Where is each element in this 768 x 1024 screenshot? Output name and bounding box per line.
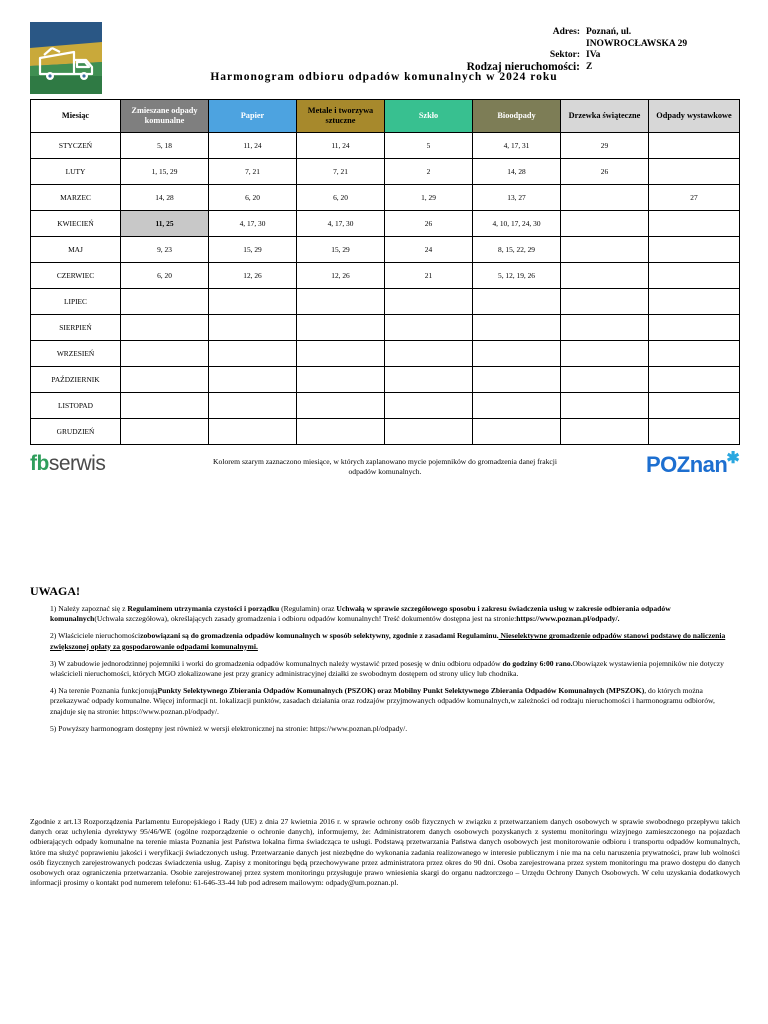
table-row: [31, 393, 740, 419]
cell-bulky-waste: [649, 133, 740, 159]
uwaga-heading: UWAGA!: [30, 584, 80, 598]
cell-mixed: 1, 15, 29: [121, 159, 209, 185]
cell-glass: 24: [385, 237, 473, 263]
cell-bulky-waste: [649, 211, 740, 237]
cell-paper: 11, 24: [209, 133, 297, 159]
cell-bio: [473, 393, 561, 419]
cell-christmas-trees: [561, 393, 649, 419]
poznan-logo: [646, 452, 740, 478]
cell-month: MAJ: [31, 237, 121, 263]
poznan-logo-text: POZnan: [646, 452, 728, 477]
cell-bulky-waste: [649, 159, 740, 185]
cell-mixed: 14, 28: [121, 185, 209, 211]
sector-value: IVa: [586, 50, 601, 60]
cell-christmas-trees: 29: [561, 133, 649, 159]
table-row: [31, 159, 740, 185]
col-header-month: Miesiąc: [31, 100, 121, 133]
p2-text: 2) Właściciele nieruchomości: [50, 631, 141, 641]
cell-christmas-trees: [561, 315, 649, 341]
cell-month: SIERPIEŃ: [31, 315, 121, 341]
p4-bold: Punkty Selektywnego Zbierania Odpadów Komunalnych (PSZOK) oraz Mobilny Punkt Selektywnego Zbierania Odpadów Komunalnych (MPSZOK): [157, 686, 645, 696]
sector-row: [380, 50, 710, 62]
cell-mixed: 9, 23: [121, 237, 209, 263]
fbserwis-logo-prefix: fb: [30, 452, 49, 475]
cell-glass: [385, 419, 473, 445]
address-block: [380, 27, 710, 73]
table-row: [31, 185, 740, 211]
cell-month: PAŹDZIERNIK: [31, 367, 121, 393]
col-header-bulky-waste: Odpady wystawkowe: [649, 100, 740, 133]
cell-metal-plastic: 4, 17, 30: [297, 211, 385, 237]
cell-metal-plastic: [297, 289, 385, 315]
table-row: [31, 289, 740, 315]
cell-christmas-trees: [561, 211, 649, 237]
cell-glass: [385, 393, 473, 419]
cell-bulky-waste: [649, 237, 740, 263]
cell-bio: 14, 28: [473, 159, 561, 185]
table-row: [31, 367, 740, 393]
cell-metal-plastic: [297, 419, 385, 445]
cell-paper: 15, 29: [209, 237, 297, 263]
cell-bulky-waste: [649, 393, 740, 419]
cell-mixed: [121, 315, 209, 341]
p1-regulamin: Regulaminem utrzymania czystości i porządku: [127, 604, 280, 613]
cell-paper: [209, 419, 297, 445]
page-title: Harmonogram odbioru odpadów komunalnych w 2024 roku: [210, 71, 558, 83]
cell-bio: [473, 315, 561, 341]
cell-mixed: [121, 341, 209, 367]
cell-glass: 2: [385, 159, 473, 185]
garbage-truck-logo-icon: [30, 22, 102, 94]
cell-month: WRZESIEŃ: [31, 341, 121, 367]
uwaga-point-4: [50, 686, 740, 717]
cell-paper: 7, 21: [209, 159, 297, 185]
cell-bulky-waste: [649, 263, 740, 289]
p2-underline: Nieselektywne gromadzenie odpadów stanowi podstawę do naliczenia zwiększonej opłaty za gospodarowanie odpadami komunalnymi.: [50, 631, 726, 651]
cell-bulky-waste: [649, 367, 740, 393]
schedule-table: [30, 99, 740, 445]
cell-christmas-trees: [561, 185, 649, 211]
cell-mixed: [121, 289, 209, 315]
cell-metal-plastic: [297, 367, 385, 393]
table-row: [31, 237, 740, 263]
p1-text: 1) Należy zapoznać się z: [50, 604, 128, 613]
table-row: [31, 419, 740, 445]
p4-text-2: , do których można przekazywać odpady komunalne. Więcej informacji nt. lokalizacji punktów, zasadach działania oraz rodzajów przyjmowanych odpadów komunalnych,w zależności od rodzaju nieruchomości i harmonogramu odbiorów, znajduje się na stronie: https://www.poznan.pl/odpady/.: [50, 686, 715, 716]
cell-glass: 5: [385, 133, 473, 159]
p3-text-2: Obowiązek wystawienia pojemników nie dotyczy właścicieli nieruchomości, których MGO zlokalizowane jest przy granicy administracyjnej działki ze swobodnym dostępem od strony ulicy lub chodnika.: [50, 658, 724, 679]
col-header-mixed: Zmieszane odpady komunalne: [121, 100, 209, 133]
cell-paper: [209, 315, 297, 341]
cell-glass: [385, 289, 473, 315]
table-row: [31, 133, 740, 159]
p3-bold: do godziny 6:00 rano.: [502, 658, 573, 668]
cell-mixed: 11, 25: [121, 211, 209, 237]
sector-label: Sektor:: [549, 50, 580, 60]
gray-legend-note: Kolorem szarym zaznaczono miesiące, w których zaplanowano mycie pojemników do gromadzenia danej frakcji odpadów komunalnych.: [213, 457, 557, 476]
cell-month: GRUDZIEŃ: [31, 419, 121, 445]
cell-metal-plastic: 7, 21: [297, 159, 385, 185]
property-value: Z: [586, 61, 593, 72]
cell-month: KWIECIEŃ: [31, 211, 121, 237]
table-row: [31, 263, 740, 289]
cell-bulky-waste: [649, 315, 740, 341]
cell-metal-plastic: [297, 393, 385, 419]
fbserwis-logo-suffix: serwis: [48, 452, 106, 475]
col-header-glass: Szkło: [385, 100, 473, 133]
cell-bulky-waste: [649, 419, 740, 445]
cell-metal-plastic: [297, 315, 385, 341]
cell-bio: [473, 419, 561, 445]
uwaga-point-2: [50, 631, 740, 651]
cell-metal-plastic: 6, 20: [297, 185, 385, 211]
uwaga-point-3: [50, 659, 740, 679]
p3-text: 3) W zabudowie jednorodzinnej pojemniki i worki do gromadzenia odpadów komunalnych należy wystawić przed posesję w dniu odbioru odpadów: [50, 658, 503, 668]
cell-month: LIPIEC: [31, 289, 121, 315]
p1-uchwala: Uchwałą w sprawie szczegółowego sposobu i zakresu świadczenia usług w zakresie odbierania odpadów komunalnych: [50, 604, 671, 624]
cell-bio: [473, 289, 561, 315]
col-header-christmas-trees: Drzewka świąteczne: [561, 100, 649, 133]
col-header-metal-plastic: Metale i tworzywa sztuczne: [297, 100, 385, 133]
cell-bio: 13, 27: [473, 185, 561, 211]
cell-paper: [209, 341, 297, 367]
uwaga-point-5: 5) Powyższy harmonogram dostępny jest również w wersji elektronicznej na stronie: https://www.poznan.pl/odpady/.: [50, 723, 408, 733]
cell-bulky-waste: 27: [649, 185, 740, 211]
col-header-bio: Bioodpady: [473, 100, 561, 133]
cell-glass: [385, 341, 473, 367]
table-header-row: [31, 100, 740, 133]
cell-month: CZERWIEC: [31, 263, 121, 289]
cell-christmas-trees: [561, 367, 649, 393]
cell-mixed: 6, 20: [121, 263, 209, 289]
p4-text: 4) Na terenie Poznania funkcjonują: [50, 686, 158, 696]
cell-paper: [209, 289, 297, 315]
cell-paper: 12, 26: [209, 263, 297, 289]
cell-christmas-trees: [561, 341, 649, 367]
cell-christmas-trees: 26: [561, 159, 649, 185]
cell-christmas-trees: [561, 263, 649, 289]
cell-bulky-waste: [649, 341, 740, 367]
p1-text-3: (Uchwała szczegółowa), określających zasady gromadzenia i odbioru odpadów komunalnych! Treść dokumentów dostępna jest na stronie:: [94, 614, 517, 624]
cell-paper: [209, 367, 297, 393]
cell-mixed: [121, 367, 209, 393]
fbserwis-logo: [30, 452, 105, 476]
table-row: [31, 341, 740, 367]
cell-bio: 4, 17, 31: [473, 133, 561, 159]
cell-month: LUTY: [31, 159, 121, 185]
cell-metal-plastic: 11, 24: [297, 133, 385, 159]
cell-paper: [209, 393, 297, 419]
cell-mixed: [121, 393, 209, 419]
cell-glass: 1, 29: [385, 185, 473, 211]
cell-paper: 4, 17, 30: [209, 211, 297, 237]
property-label: Rodzaj nieruchomości:: [466, 60, 580, 73]
cell-bio: 4, 10, 17, 24, 30: [473, 211, 561, 237]
cell-christmas-trees: [561, 289, 649, 315]
cell-glass: 26: [385, 211, 473, 237]
cell-bio: 8, 15, 22, 29: [473, 237, 561, 263]
cell-paper: 6, 20: [209, 185, 297, 211]
address-label: Adres:: [552, 27, 580, 37]
table-row: [31, 211, 740, 237]
uwaga-points: [50, 604, 740, 741]
address-row: [380, 27, 710, 50]
cell-metal-plastic: 15, 29: [297, 237, 385, 263]
cell-bulky-waste: [649, 289, 740, 315]
p2-bold: zobowiązani są do gromadzenia odpadów komunalnych w sposób selektywny, zgodnie z zasadami Regulaminu.: [140, 631, 499, 641]
address-value: Poznań, ul. INOWROCŁAWSKA 29: [586, 27, 688, 49]
cell-metal-plastic: 12, 26: [297, 263, 385, 289]
cell-mixed: [121, 419, 209, 445]
rodo-notice: Zgodnie z art.13 Rozporządzenia Parlamentu Europejskiego i Rady (UE) z dnia 27 kwietnia 2016 r. w sprawie ochrony osób fizycznych w związku z przetwarzaniem danych osobowych w sprawie swobodnego przepływu takich danych oraz uchylenia dyrektywy 95/46/WE (ogólne rozporządzenie o ochronie danych), informujemy, że: Administratorem danych osobowych pozyskanych z systemu monitoringu wizyjnego zamieszczonego na pojazdach odbierających odpady komunalne na terenie miasta Poznania jest Państwa lokalna firma świadcząca te usługi. Podstawą przetwarzania Państwa danych osobowych jest monitorowanie odbioru i transportu odpadów komunalnych, które ma służyć poprawieniu jakości i weryfikacji świadczonych usług. Przetwarzanie danych jest niezbędne do wykonania zadania realizowanego w interesie publicznym i nie ma na celu naruszenia prywatności, praw lub wolności osób fizycznych zarejestrowanych podczas świadczenia usług. Zapisy z monitoringu będą przechowywane przez administratora przez okres do 90 dni. Osoba zarejestrowana przez system monitoringu ma prawo dostępu do danych osobowych oraz ograniczenia przetwarzania. Osobie zarejestrowanej przez system monitoringu przysługuje prawo wniesienia skargi do organu nadzorczego – Urzędu Ochrony Danych Osobowych. W celu uzyskania dodatkowych informacji prosimy o kontakt pod numerem telefonu: 61-646-33-44 lub pod adresem mailowym: odpady@um.poznan.pl.: [30, 817, 740, 888]
col-header-paper: Papier: [209, 100, 297, 133]
cell-glass: [385, 315, 473, 341]
table-row: [31, 315, 740, 341]
cell-glass: 21: [385, 263, 473, 289]
cell-metal-plastic: [297, 341, 385, 367]
poznan-star-icon: ✱: [726, 450, 740, 467]
p1-text-2: (Regulamin) oraz: [279, 604, 337, 613]
cell-bio: [473, 367, 561, 393]
cell-glass: [385, 367, 473, 393]
p1-link[interactable]: https://www.poznan.pl/odpady/.: [516, 614, 620, 624]
cell-mixed: 5, 18: [121, 133, 209, 159]
uwaga-point-1: [50, 604, 740, 624]
cell-month: LISTOPAD: [31, 393, 121, 419]
cell-christmas-trees: [561, 237, 649, 263]
cell-bio: [473, 341, 561, 367]
cell-month: MARZEC: [31, 185, 121, 211]
cell-month: STYCZEŃ: [31, 133, 121, 159]
cell-bio: 5, 12, 19, 26: [473, 263, 561, 289]
cell-christmas-trees: [561, 419, 649, 445]
